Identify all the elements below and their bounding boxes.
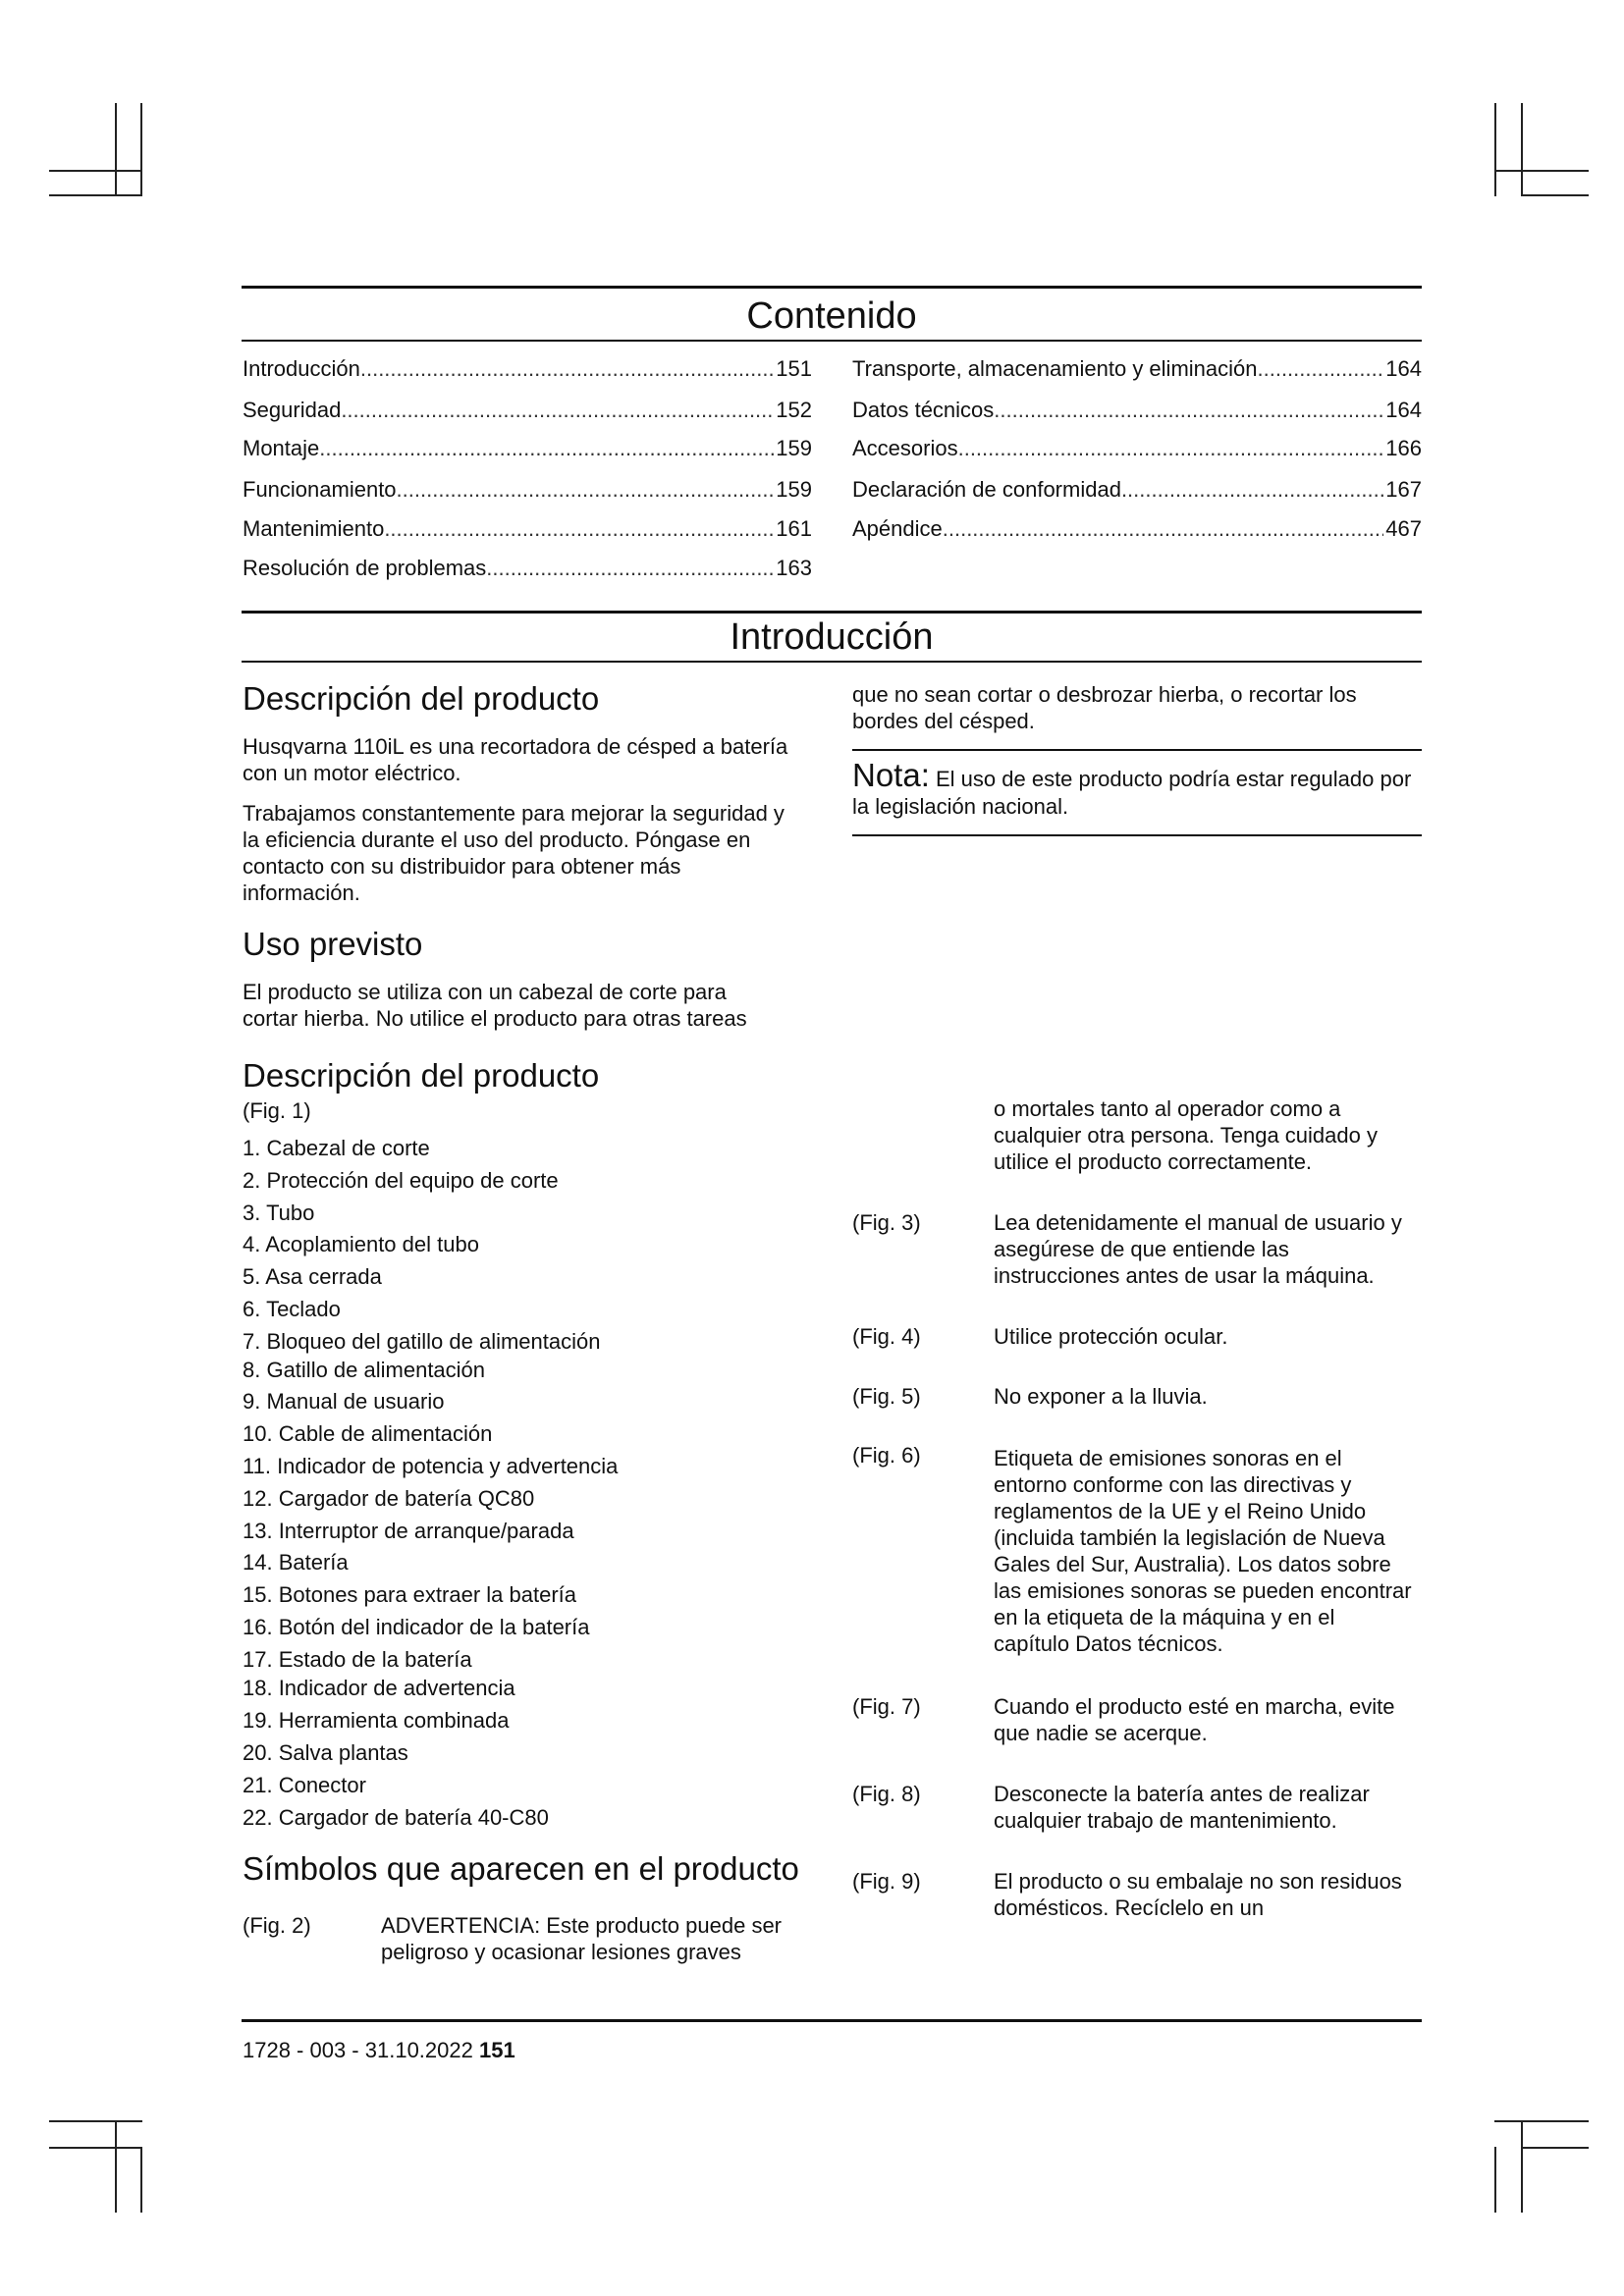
- list-item: 8. Gatillo de alimentación: [243, 1358, 486, 1382]
- intro-title-rule: [242, 661, 1422, 663]
- list-item: 4. Acoplamiento del tubo: [243, 1232, 479, 1256]
- toc-title-rule: [242, 340, 1422, 342]
- intro-top-rule: [242, 611, 1422, 614]
- list-item: 18. Indicador de advertencia: [243, 1676, 515, 1700]
- toc-entry[interactable]: Transporte, almacenamiento y eliminación ..... 164: [852, 355, 1422, 383]
- toc-entry[interactable]: Accesorios ..... 166: [852, 435, 1422, 462]
- list-item: 20. Salva plantas: [243, 1740, 408, 1765]
- symbol-fig-ref: (Fig. 8): [852, 1782, 921, 1806]
- symbols-heading: Símbolos que aparecen en el producto: [243, 1850, 799, 1887]
- list-item: 22. Cargador de batería 40-C80: [243, 1805, 549, 1830]
- symbol-description: No exponer a la lluvia.: [994, 1384, 1208, 1409]
- symbol-description: Utilice protección ocular.: [994, 1324, 1228, 1349]
- toc-entry[interactable]: Apéndice ..... 467: [852, 515, 1422, 543]
- symbol-description: Cuando el producto esté en marcha, evite que nadie se acerque.: [994, 1694, 1395, 1745]
- list-item: 2. Protección del equipo de corte: [243, 1168, 559, 1193]
- toc-entry[interactable]: Seguridad ..... 152: [243, 397, 812, 424]
- nota-bottom-rule: [852, 834, 1422, 836]
- symbol-fig-ref: (Fig. 7): [852, 1694, 921, 1719]
- intro-title: Introducción: [730, 616, 934, 658]
- list-item: 14. Batería: [243, 1550, 349, 1575]
- toc-entry[interactable]: Resolución de problemas ..... 163: [243, 555, 812, 582]
- toc-entry[interactable]: Funcionamiento ..... 159: [243, 476, 812, 504]
- symbol-fig-ref: (Fig. 9): [852, 1869, 921, 1894]
- toc-title: Contenido: [746, 295, 917, 337]
- symbol-fig-ref: (Fig. 4): [852, 1324, 921, 1349]
- symbol-description: ADVERTENCIA: Este producto puede ser peligroso y ocasionar lesiones graves: [381, 1913, 783, 1964]
- list-item: 16. Botón del indicador de la batería: [243, 1615, 590, 1639]
- symbol-description: Etiqueta de emisiones sonoras en el entorno conforme con las directivas y reglamentos de la UE y el Reino Unido (incluida también la legislación de Nueva Gales del Sur, Australia). Los datos sobre las emisiones sonoras se pueden encontrar en la etiqueta de la máquina y en el capítulo Datos técnicos.: [994, 1446, 1412, 1656]
- footer: [243, 2037, 515, 2063]
- list-item: 11. Indicador de potencia y advertencia: [243, 1454, 619, 1478]
- symbol-fig-ref: (Fig. 6): [852, 1443, 921, 1468]
- toc-entry[interactable]: Montaje ..... 159: [243, 435, 812, 462]
- list-item: 7. Bloqueo del gatillo de alimentación: [243, 1329, 601, 1354]
- desc-heading: Descripción del producto: [243, 680, 600, 717]
- product-fig: (Fig. 1): [243, 1098, 311, 1123]
- footer-rule: [242, 2019, 1422, 2022]
- toc-entry[interactable]: Declaración de conformidad ..... 167: [852, 476, 1422, 504]
- list-item: 3. Tubo: [243, 1201, 315, 1225]
- list-item: 6. Teclado: [243, 1297, 341, 1321]
- list-item: 12. Cargador de batería QC80: [243, 1486, 535, 1511]
- symbol-fig-ref: (Fig. 3): [852, 1210, 921, 1235]
- list-item: 19. Herramienta combinada: [243, 1708, 510, 1733]
- use-paragraph: El producto se utiliza con un cabezal de corte para cortar hierba. No utilice el producto para otras tareas: [243, 980, 747, 1031]
- list-item: 5. Asa cerrada: [243, 1264, 382, 1289]
- nota-label: Nota:: [852, 757, 930, 793]
- list-item: 21. Conector: [243, 1773, 366, 1797]
- use-paragraph-continued: que no sean cortar o desbrozar hierba, o recortar los bordes del césped.: [852, 682, 1357, 733]
- list-item: 1. Cabezal de corte: [243, 1136, 430, 1160]
- use-heading: Uso previsto: [243, 926, 423, 962]
- nota-top-rule: [852, 749, 1422, 751]
- toc-entry[interactable]: Introducción ..... 151: [243, 355, 812, 383]
- list-item: 17. Estado de la batería: [243, 1647, 472, 1672]
- symbol-description: El producto o su embalaje no son residuos domésticos. Recíclelo en un: [994, 1869, 1402, 1920]
- page-number: 151: [478, 2038, 515, 2062]
- toc-entry[interactable]: Datos técnicos ..... 164: [852, 397, 1422, 424]
- symbol-fig-ref: (Fig. 5): [852, 1384, 921, 1409]
- list-item: 13. Interruptor de arranque/parada: [243, 1519, 574, 1543]
- list-item: 10. Cable de alimentación: [243, 1421, 493, 1446]
- desc-paragraph-1: Husqvarna 110iL es una recortadora de césped a batería con un motor eléctrico.: [243, 734, 788, 785]
- nota-text: El uso de este producto podría estar regulado por la legislación nacional.: [852, 767, 1412, 819]
- toc-top-rule: [242, 286, 1422, 289]
- symbol-description: Desconecte la batería antes de realizar cualquier trabajo de mantenimiento.: [994, 1782, 1370, 1833]
- footer-docref: 1728 - 003 - 31.10.2022: [243, 2038, 473, 2062]
- desc-paragraph-2: Trabajamos constantemente para mejorar la seguridad y la eficiencia durante el uso del producto. Póngase en contacto con su distribuidor para obtener más información.: [243, 801, 785, 905]
- list-item: 9. Manual de usuario: [243, 1389, 445, 1414]
- nota-box: [852, 758, 1422, 820]
- toc-entry[interactable]: Mantenimiento ..... 161: [243, 515, 812, 543]
- symbol-description: Lea detenidamente el manual de usuario y asegúrese de que entiende las instrucciones antes de usar la máquina.: [994, 1210, 1402, 1288]
- symbol-description-continued: o mortales tanto al operador como a cualquier otra persona. Tenga cuidado y utilice el producto correctamente.: [994, 1096, 1378, 1174]
- symbol-fig-ref: (Fig. 2): [243, 1913, 311, 1938]
- product-heading: Descripción del producto: [243, 1057, 600, 1094]
- list-item: 15. Botones para extraer la batería: [243, 1582, 576, 1607]
